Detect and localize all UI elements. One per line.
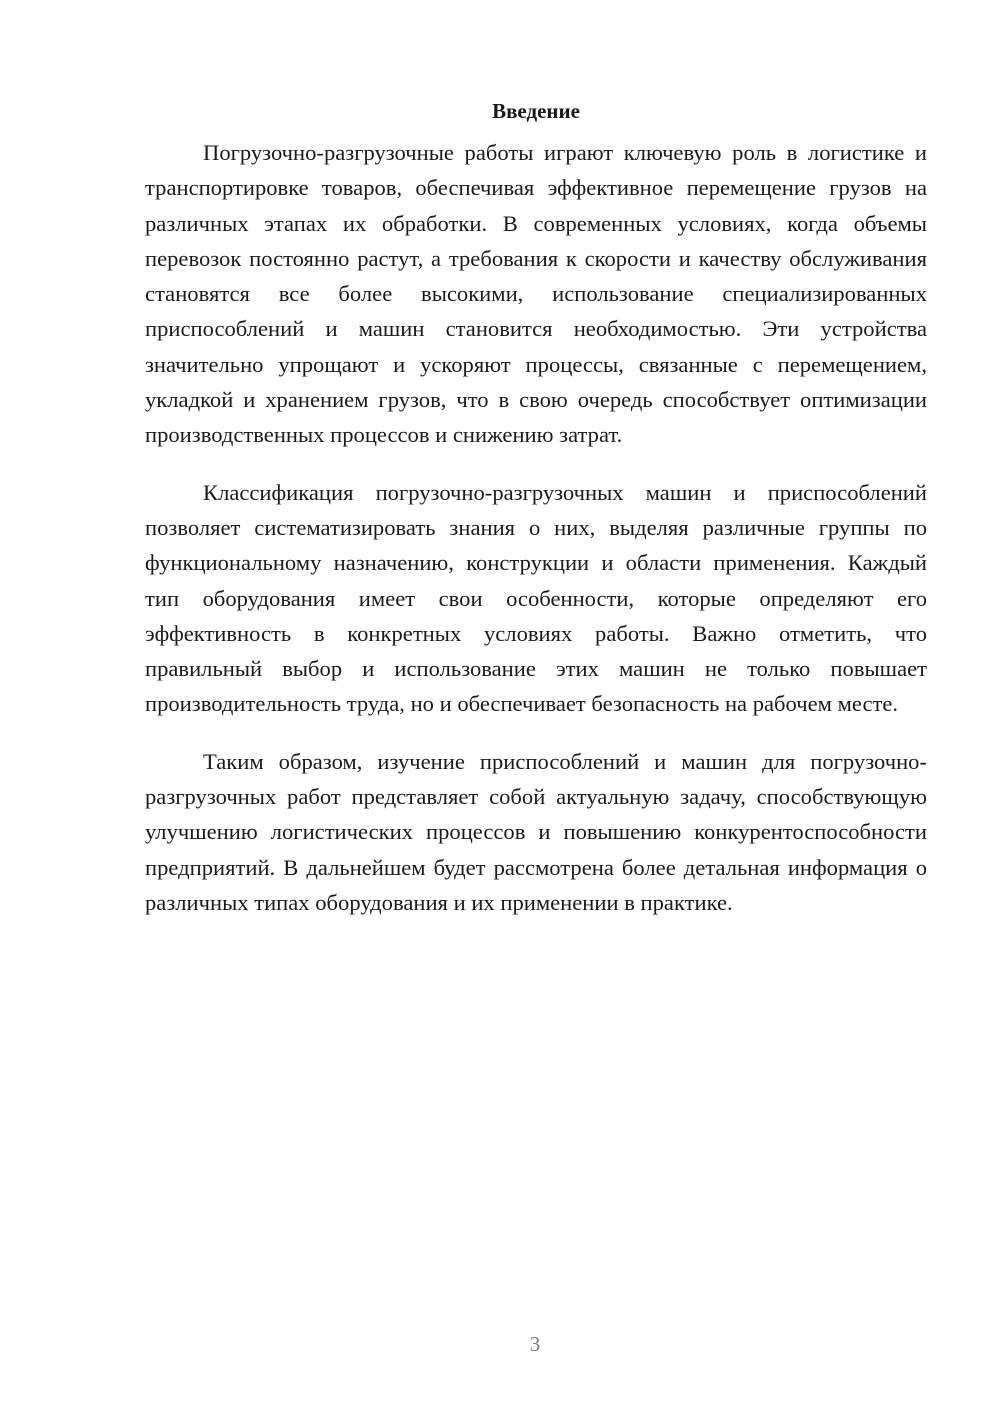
document-page bbox=[145, 96, 927, 942]
paragraph-intro: Погрузочно-разгрузочные работы играют ключевую роль в логистике и транспортировке товаров, обеспечивая эффективное перемещение грузов на различных этапах их обработки. В современных условиях, когда объемы перевозок постоянно растут, а требования к скорости и качеству обслуживания становятся все более высокими, использование специализированных приспособлений и машин становится необходимостью. Эти устройства значительно упрощают и ускоряют процессы, связанные с перемещением, укладкой и хранением грузов, что в свою очередь способствует оптимизации производственных процессов и снижению затрат. bbox=[145, 140, 927, 448]
paragraph-classification: Классификация погрузочно-разгрузочных машин и приспособлений позволяет систематизировать знания о них, выделяя различные группы по функциональному назначению, конструкции и области применения. Каждый тип оборудования имеет свои особенности, которые определяют его эффективность в конкретных условиях работы. Важно отметить, что правильный выбор и использование этих машин не только повышает производительность труда, но и обеспечивает безопасность на рабочем месте. bbox=[145, 479, 927, 717]
page-number: 3 bbox=[529, 1332, 541, 1356]
paragraph-conclusion: Таким образом, изучение приспособлений и машин для погрузочно-разгрузочных работ представляет собой актуальную задачу, способствующую улучшению логистических процессов и повышению конкурентоспособности предприятий. В дальнейшем будет рассмотрена более детальная информация о различных типах оборудования и их применении в практике. bbox=[145, 748, 927, 915]
section-title: Введение bbox=[492, 99, 580, 123]
